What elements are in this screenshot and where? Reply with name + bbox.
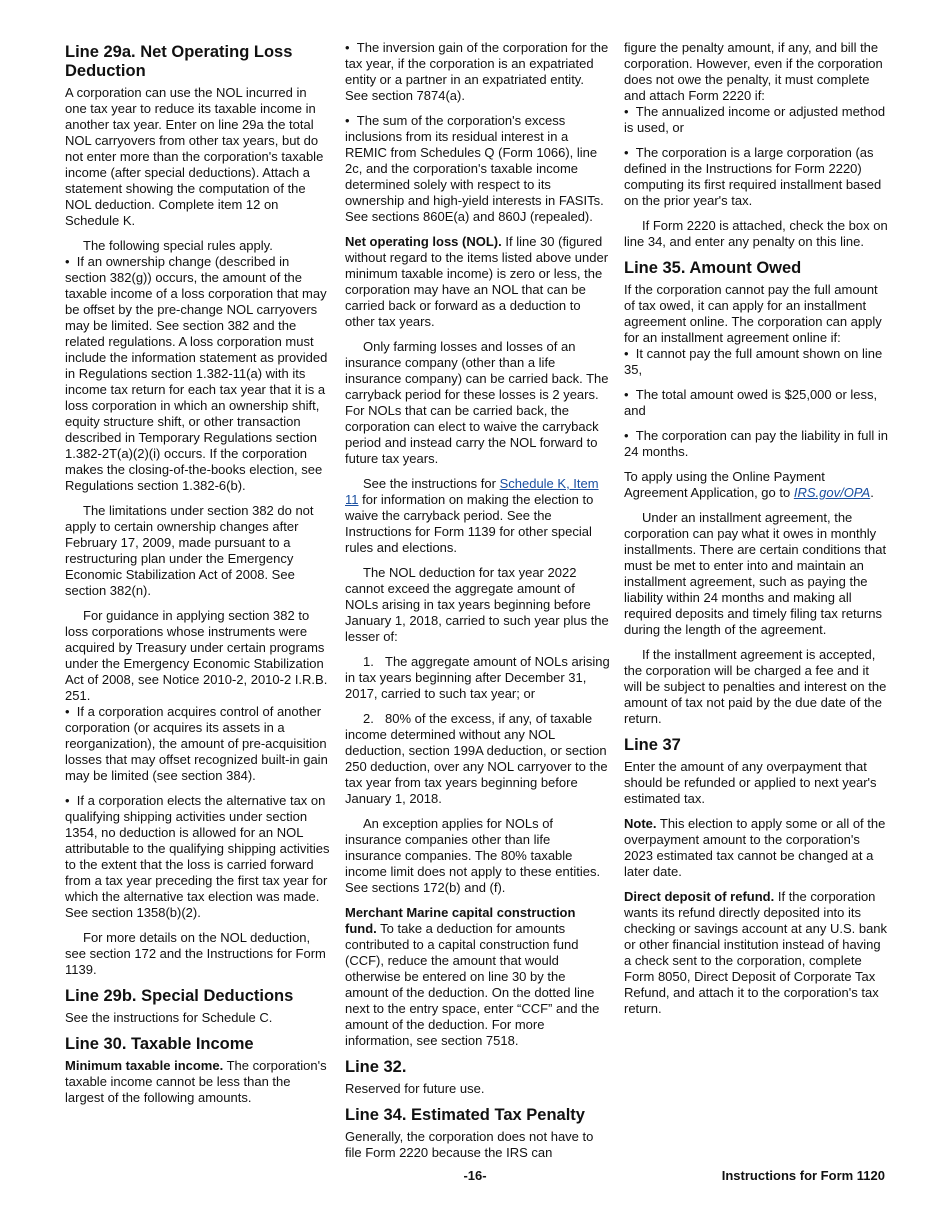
paragraph-text: If the corporation wants its refund directly deposited into its checking or savings account at any U.S. bank or other financial institution instead of having a check sent to the corporation, complete Form 8050, Direct Deposit of Corporate Tax Refund, and attach it to the corporation's tax return. xyxy=(624,889,888,1016)
bullet-item: • The inversion gain of the corporation for the tax year, if the corporation is an expatriated entity or a partner in an expatriated entity. See section 7874(a). xyxy=(345,40,610,104)
bullet-item: • The sum of the corporation's excess inclusions from its residual interest in a REMIC from Schedules Q (Form 1066), line 2c, and the corporation's taxable income determined solely with respect to its ownership and high-yield interests in FASITs. See sections 860E(a) and 860J (repealed). xyxy=(345,113,610,225)
heading-line-32: Line 32. xyxy=(345,1058,407,1076)
item-number: 2. xyxy=(363,711,374,726)
run-in-heading: Minimum taxable income. xyxy=(65,1058,224,1073)
paragraph: Under an installment agreement, the corporation can pay what it owes in monthly installments. There are certain conditions that must be met to enter into and maintain an installment agreement, such as paying the liability within 24 months and making all required deposits and timely filing tax returns during the length of the agreement. xyxy=(624,510,887,637)
paragraph-text: See the instructions for xyxy=(363,476,500,491)
item-number: 1. xyxy=(363,654,374,669)
bullet-item: • If an ownership change (described in section 382(g)) occurs, the amount of the taxable income of a loss corporation that may be offset by the pre-change NOL carryovers may be limited. See section 382 and the related regulations. A loss corporation must include the information statement as provided in Regulations section 1.382-11(a) with its income tax return for each tax year that it is a loss corporation in which an ownership shift, equity structure shift, or other transaction described in Temporary Regulations section 1.382-2T(a)(2)(i) occurs. If the corporation makes the closing-of-the-books election, see Regulations section 1.382-6(b). xyxy=(65,254,330,494)
heading-line-29a: Line 29a. Net Operating Loss Deduction xyxy=(65,43,293,80)
document-title: Instructions for Form 1120 xyxy=(721,1168,885,1183)
paragraph-text: To take a deduction for amounts contributed to a capital construction fund (CCF), reduce the amount that would otherwise be entered on line 30 by the amount of the deduction. On the dotted line next to the entry space, enter “CCF” and the amount of the deduction. For more information, see section 7518. xyxy=(345,921,600,1048)
heading-line-29b: Line 29b. Special Deductions xyxy=(65,987,294,1005)
paragraph xyxy=(345,476,610,556)
paragraph-text: To apply using the Online Payment Agreement Application, go to xyxy=(624,469,825,500)
paragraph: If the installment agreement is accepted, the corporation will be charged a fee and it will be subject to penalties and interest on the amount of tax not paid by the due date of the return. xyxy=(624,647,887,726)
heading-line-35: Line 35. Amount Owed xyxy=(624,259,802,277)
run-in-heading: Merchant Marine capital construction fund. xyxy=(345,905,576,936)
heading-line-34: Line 34. Estimated Tax Penalty xyxy=(345,1106,585,1124)
paragraph: A corporation can use the NOL incurred in one tax year to reduce its taxable income in another tax year. Enter on line 29a the total NOL carryovers from other tax years, but do not enter more than the corporation's taxable income (after special deductions). Attach a statement showing the computation of the NOL deduction. Complete item 12 on Schedule K. xyxy=(65,85,324,228)
bullet-item: • The corporation can pay the liability in full in 24 months. xyxy=(624,428,889,460)
paragraph xyxy=(345,905,610,1049)
paragraph: Reserved for future use. xyxy=(345,1081,485,1096)
page-footer xyxy=(65,1168,885,1186)
page-number: -16- xyxy=(463,1168,487,1183)
paragraph xyxy=(65,1058,330,1106)
paragraph: If Form 2220 is attached, check the box on line 34, and enter any penalty on this line. xyxy=(624,218,888,249)
paragraph xyxy=(624,816,889,880)
paragraph-text: If line 30 (figured without regard to the items listed above under minimum taxable income) is zero or less, the corporation may have an NOL that can be carried back or forward as a deduction to other tax years. xyxy=(345,234,609,329)
paragraph: Generally, the corporation does not have to file Form 2220 because the IRS can xyxy=(345,1129,594,1160)
paragraph-text: This election to apply some or all of the overpayment amount to the corporation's 2023 estimated tax cannot be changed at a later date. xyxy=(624,816,886,879)
column-1 xyxy=(65,40,330,1115)
column-3 xyxy=(624,40,889,1026)
paragraph: For more details on the NOL deduction, see section 172 and the Instructions for Form 1139. xyxy=(65,930,326,977)
paragraph: The limitations under section 382 do not apply to certain ownership changes after February 17, 2009, made pursuant to a restructuring plan under the Emergency Economic Stabilization Act of 2008. See section 382(n). xyxy=(65,503,314,598)
bullet-item: • If a corporation acquires control of another corporation (or acquires its assets in a reorganization), the amount of pre-acquisition losses that may offset recognized built-in gain may be limited (see section 384). xyxy=(65,704,330,784)
paragraph: For guidance in applying section 382 to loss corporations whose instruments were acquired by Treasury under certain programs under the Emergency Economic Stabilization Act of 2008, see Notice 2010-2, 2010-2 I.R.B. 251. xyxy=(65,608,328,703)
item-text: 80% of the excess, if any, of taxable income determined without any NOL deduction, section 199A deduction, or section 250 deduction, over any NOL carryover to the tax year from tax years beginning before January 1, 2018. xyxy=(345,711,608,806)
paragraph: Only farming losses and losses of an insurance company (other than a life insurance company) can be carried back. The carryback period for these losses is 2 years. For NOLs that can be carried back, the corporation can elect to waive the carryback period and instead carry the NOL forward to future tax years. xyxy=(345,339,609,466)
paragraph-text: for information on making the election to waive the carryback period. See the Instructions for Form 1139 for other special rules and elections. xyxy=(345,492,594,555)
bullet-item: • It cannot pay the full amount shown on line 35, xyxy=(624,346,889,378)
paragraph: figure the penalty amount, if any, and bill the corporation. However, even if the corporation does not owe the penalty, it must complete and attach Form 2220 if: xyxy=(624,40,883,103)
item-text: The aggregate amount of NOLs arising in tax years beginning after December 31, 2017, carried to such tax year; or xyxy=(345,654,610,701)
paragraph: If the corporation cannot pay the full amount of tax owed, it can apply for an installment agreement online. The corporation can apply for an installment agreement online if: xyxy=(624,282,882,345)
paragraph: The NOL deduction for tax year 2022 cannot exceed the aggregate amount of NOLs arising in tax years beginning before January 1, 2018, carried to such year plus the lesser of: xyxy=(345,565,609,644)
numbered-item xyxy=(345,711,610,807)
paragraph: An exception applies for NOLs of insurance companies other than life insurance companies. The 80% taxable income limit does not apply to these entities. See sections 172(b) and (f). xyxy=(345,816,601,895)
heading-line-30: Line 30. Taxable Income xyxy=(65,1035,254,1053)
paragraph xyxy=(345,234,610,330)
paragraph: See the instructions for Schedule C. xyxy=(65,1010,273,1025)
numbered-item xyxy=(345,654,610,702)
bullet-item: • The annualized income or adjusted method is used, or xyxy=(624,104,889,136)
paragraph-text: . xyxy=(870,485,874,500)
column-2 xyxy=(345,40,610,1170)
bullet-item: • If a corporation elects the alternative tax on qualifying shipping activities under section 1354, no deduction is allowed for an NOL attributable to the qualifying shipping activities to the extent that the loss is carried forward from a tax year preceding the first tax year for which the alternative tax election was made. See section 1358(b)(2). xyxy=(65,793,330,921)
paragraph xyxy=(624,469,889,501)
paragraph xyxy=(624,889,889,1017)
paragraph: The following special rules apply. xyxy=(83,238,273,253)
bullet-item: • The corporation is a large corporation (as defined in the Instructions for Form 2220) computing its first required installment based on the prior year's tax. xyxy=(624,145,889,209)
irs-opa-link[interactable]: IRS.gov/OPA xyxy=(793,485,871,500)
run-in-heading: Direct deposit of refund. xyxy=(624,889,775,904)
bullet-item: • The total amount owed is $25,000 or less, and xyxy=(624,387,889,419)
paragraph-text: The corporation's taxable income cannot be less than the largest of the following amounts. xyxy=(65,1058,327,1105)
schedule-k-item-11-link[interactable]: Schedule K, Item 11 xyxy=(345,476,599,507)
heading-line-37: Line 37 xyxy=(624,736,681,754)
run-in-heading: Net operating loss (NOL). xyxy=(345,234,502,249)
run-in-heading: Note. xyxy=(624,816,657,831)
paragraph: Enter the amount of any overpayment that should be refunded or applied to next year's estimated tax. xyxy=(624,759,877,806)
